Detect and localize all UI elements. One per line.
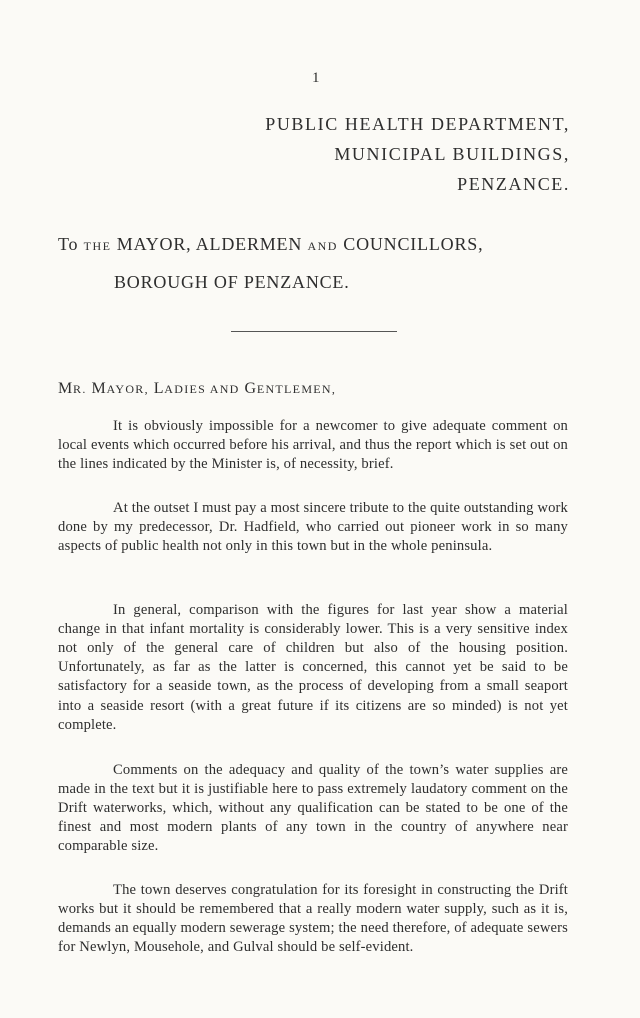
greeting-gentlemen-initial: G bbox=[244, 380, 257, 397]
paragraph-intro: It is obviously impossible for a newcomer to give adequate comment on local events which occurred before his arrival, and thus the report which is set out on the lines indicated by the Minister is, of necessity, brief. bbox=[58, 417, 568, 472]
addressee-the: THE bbox=[83, 239, 112, 253]
divider-rule bbox=[231, 331, 397, 332]
greeting-ladies-initial: L bbox=[153, 380, 165, 397]
greeting-mayor-rest: AYOR, bbox=[106, 382, 149, 396]
greeting-mayor-initial: M bbox=[91, 380, 107, 397]
addressee-and: AND bbox=[307, 239, 338, 253]
address-buildings: MUNICIPAL BUILDINGS, bbox=[334, 144, 570, 164]
address-department: PUBLIC HEALTH DEPARTMENT, bbox=[265, 114, 570, 134]
paragraph-water-supply: Comments on the adequacy and quality of the town’s water supplies are made in the text but it is justifiable here to pass extremely laudatory comment on the Drift waterworks, which, without any qualification can be stated to be one of the finest and most modern plants of any town in the country of anywhere near comparable size. bbox=[58, 761, 568, 855]
addressee-councillors: COUNCILLORS, bbox=[343, 234, 484, 254]
paragraph-mortality: In general, comparison with the figures for last year show a material change in that infant mortality is considerably lower. This is a very sensitive index not only of the general care of children but also of the housing position. Unfortunately, as far as the latter is concerned, this cannot yet be said to be satisfactory for a seaside town, as the process of developing from a small seaport into a seaside resort (with a great future if its citizens are so minded) is not yet complete. bbox=[58, 601, 568, 733]
addressee-line bbox=[58, 234, 483, 255]
addressee-mayor-aldermen: MAYOR, ALDERMEN bbox=[116, 234, 303, 254]
paragraph-tribute: At the outset I must pay a most sincere tribute to the quite outstanding work done by my predecessor, Dr. Hadfield, who carried out pioneer work in so many aspects of public health not only in this town but in the whole peninsula. bbox=[58, 499, 568, 554]
address-town: PENZANCE. bbox=[457, 174, 570, 194]
paragraph-sewerage: The town deserves congratulation for its foresight in constructing the Drift works but it should be remembered that a really modern water supply, such as it is, demands an equally modern sewerage system; the need therefore, of adequate sewers for Newlyn, Mousehole, and Gulval should be self-evident. bbox=[58, 881, 568, 956]
greeting-mr-rest: R. bbox=[73, 382, 87, 396]
addressee-to: To bbox=[58, 234, 79, 254]
greeting-gentlemen-rest: ENTLEMEN, bbox=[256, 382, 337, 396]
greeting-ladies-rest: ADIES AND bbox=[164, 382, 240, 396]
page-number: 1 bbox=[312, 70, 320, 86]
greeting-line bbox=[58, 380, 336, 398]
greeting-mr-initial: M bbox=[58, 380, 74, 397]
addressee-borough: BOROUGH OF PENZANCE. bbox=[114, 272, 350, 292]
